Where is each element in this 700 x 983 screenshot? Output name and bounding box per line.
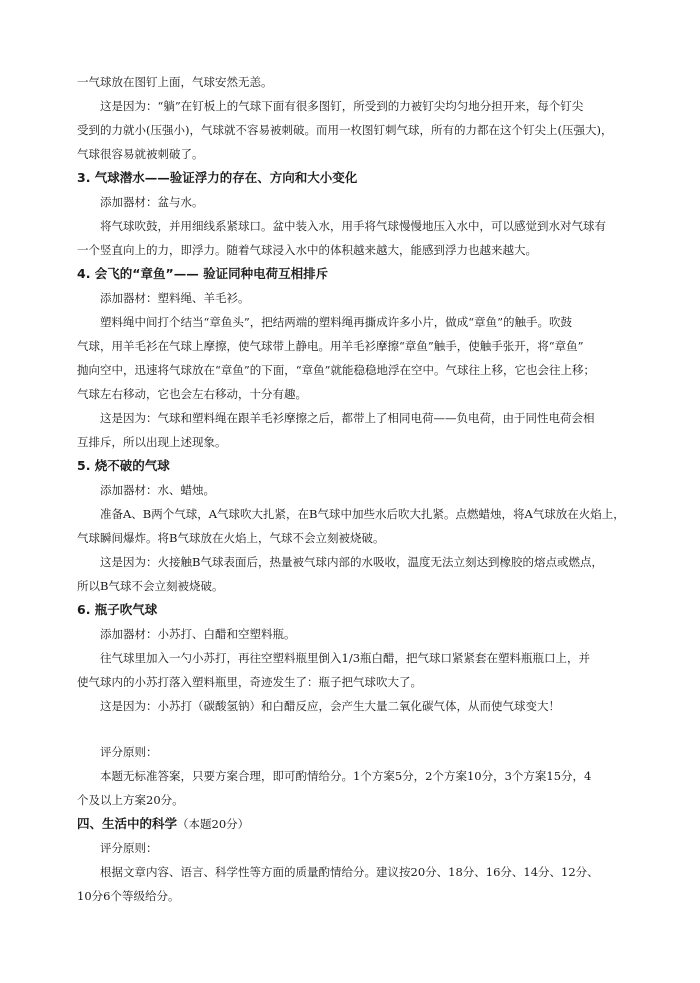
- paragraph-line: 这是因为：小苏打（碳酸氢钠）和白醋反应，会产生大量二氧化碳气体，从而使气球变大！: [100, 699, 560, 713]
- paragraph-line: 往气球里加入一勺小苏打，再往空塑料瓶里倒入1/3瓶白醋，把气球口紧紧套在塑料瓶瓶口上，并: [100, 651, 591, 665]
- paragraph-line: 一气球放在图钉上面，气球安然无恙。: [77, 75, 273, 89]
- paragraph-line: 评分原则：: [100, 841, 158, 855]
- paragraph-line: 评分原则：: [100, 745, 158, 759]
- paragraph-line: 本题无标准答案，只要方案合理，即可酌情给分。1个方案5分，2个方案10分，3个方案15分，4: [100, 769, 592, 783]
- section-heading-note: （本题20分）: [177, 817, 250, 831]
- paragraph-line: 根据文章内容、语言、科学性等方面的质量酌情给分。建议按20分、18分、16分、14分、12分、: [100, 865, 599, 879]
- paragraph-line: 添加器材：水、蜡烛。: [100, 483, 215, 497]
- paragraph-line: 这是因为：火接触B气球表面后，热量被气球内部的水吸收，温度无法立刻达到橡胶的熔点或燃点，: [100, 555, 603, 569]
- section-heading: 4. 会飞的“章鱼”—— 验证同种电荷互相排斥: [77, 266, 329, 281]
- paragraph-line: 气球瞬间爆炸。将B气球放在火焰上，气球不会立刻被烧破。: [77, 531, 385, 545]
- paragraph-line: 添加器材：小苏打、白醋和空塑料瓶。: [100, 627, 296, 641]
- paragraph-line: 气球左右移动，它也会左右移动，十分有趣。: [77, 387, 307, 401]
- paragraph-line: 将气球吹鼓，并用细线系紧球口。盆中装入水，用手将气球慢慢地压入水中，可以感觉到水对气球有: [100, 219, 606, 233]
- paragraph-line: 一个竖直向上的力，即浮力。随着气球浸入水中的体积越来越大，能感到浮力也越来越大。: [77, 243, 537, 257]
- section-heading: [77, 816, 249, 832]
- paragraph-line: 添加器材：盆与水。: [100, 195, 204, 209]
- paragraph-line: 使气球内的小苏打落入塑料瓶里，奇迹发生了：瓶子把气球吹大了。: [77, 675, 422, 689]
- paragraph-line: 抛向空中，迅速将气球放在“章鱼”的下面，“章鱼”就能稳稳地浮在空中。气球往上移，它也会往上移；: [77, 363, 596, 377]
- paragraph-line: 准备A、B两个气球，A气球吹大扎紧，在B气球中加些水后吹大扎紧。点燃蜡烛，将A气球放在火焰上，: [100, 507, 625, 521]
- section-heading: 5. 烧不破的气球: [77, 458, 170, 473]
- section-heading-title: 四、生活中的科学: [77, 816, 178, 831]
- section-heading: 6. 瓶子吹气球: [77, 602, 158, 617]
- paragraph-line: 10分6个等级给分。: [77, 889, 180, 903]
- paragraph-line: 气球很容易就被刺破了。: [77, 147, 204, 161]
- paragraph-line: 受到的力就小(压强小)，气球就不容易被刺破。而用一枚图钉刺气球，所有的力都在这个钉尖上(压强大)，: [77, 123, 613, 137]
- paragraph-line: 所以B气球不会立刻被烧破。: [77, 579, 224, 593]
- section-heading: 3. 气球潜水——验证浮力的存在、方向和大小变化: [77, 170, 358, 185]
- paragraph-line: 互排斥，所以出现上述现象。: [77, 435, 227, 449]
- paragraph-line: 气球，用羊毛衫在气球上摩擦，使气球带上静电。用羊毛衫摩擦“章鱼”触手，使触手张开，将“章鱼”: [77, 339, 584, 353]
- paragraph-line: 塑料绳中间打个结当“章鱼头”，把结两端的塑料绳再撕成许多小片，做成“章鱼”的触手。吹鼓: [100, 315, 573, 329]
- paragraph-line: 添加器材：塑料绳、羊毛衫。: [100, 291, 250, 305]
- paragraph-line: 个及以上方案20分。: [77, 793, 184, 807]
- paragraph-line: 这是因为：气球和塑料绳在跟羊毛衫摩擦之后，都带上了相同电荷——负电荷，由于同性电荷会相: [100, 411, 595, 425]
- paragraph-line: 这是因为：“躺”在钉板上的气球下面有很多图钉，所受到的力被钉尖均匀地分担开来，每个钉尖: [100, 99, 584, 113]
